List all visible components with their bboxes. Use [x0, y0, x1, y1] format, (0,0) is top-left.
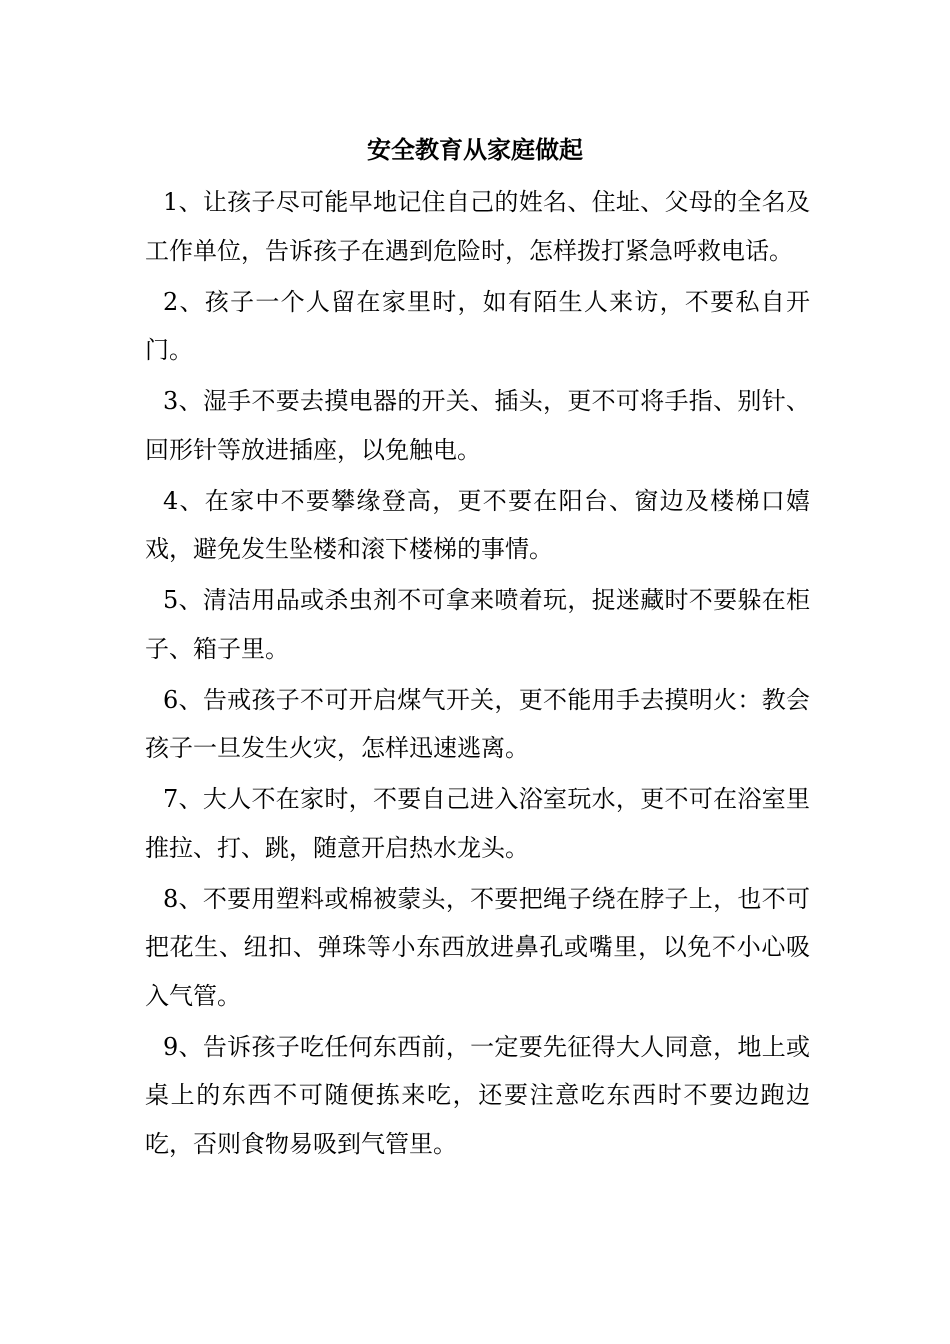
- paragraph-2: 2、孩子一个人留在家里时，如有陌生人来访，不要私自开门。: [145, 287, 810, 364]
- paragraph-8: 8、不要用塑料或棉被蒙头，不要把绳子绕在脖子上，也不可把花生、纽扣、弹珠等小东西放进鼻孔或嘴里，以免不小心吸入气管。: [145, 884, 810, 1010]
- document-title: 安全教育从家庭做起: [367, 135, 583, 164]
- paragraph-5: 5、清洁用品或杀虫剂不可拿来喷着玩，捉迷藏时不要躲在柜子、箱子里。: [145, 586, 810, 663]
- paragraph-9: 9、告诉孩子吃任何东西前，一定要先征得大人同意，地上或桌上的东西不可随便拣来吃，还要注意吃东西时不要边跑边吃，否则食物易吸到气管里。: [145, 1032, 810, 1158]
- paragraph-6: 6、告戒孩子不可开启煤气开关，更不能用手去摸明火：教会孩子一旦发生火灾，怎样迅速逃离。: [145, 685, 810, 762]
- document-body: [145, 178, 810, 1171]
- paragraph-4: 4、在家中不要攀缘登高，更不要在阳台、窗边及楼梯口嬉戏，避免发生坠楼和滚下楼梯的事情。: [145, 486, 810, 563]
- paragraph-7: 7、大人不在家时，不要自己进入浴室玩水，更不可在浴室里推拉、打、跳，随意开启热水龙头。: [145, 785, 810, 862]
- paragraph-1: 1、让孩子尽可能早地记住自己的姓名、住址、父母的全名及工作单位，告诉孩子在遇到危险时，怎样拨打紧急呼救电话。: [145, 188, 810, 265]
- paragraph-3: 3、湿手不要去摸电器的开关、插头，更不可将手指、别针、回形针等放进插座，以免触电。: [145, 387, 810, 464]
